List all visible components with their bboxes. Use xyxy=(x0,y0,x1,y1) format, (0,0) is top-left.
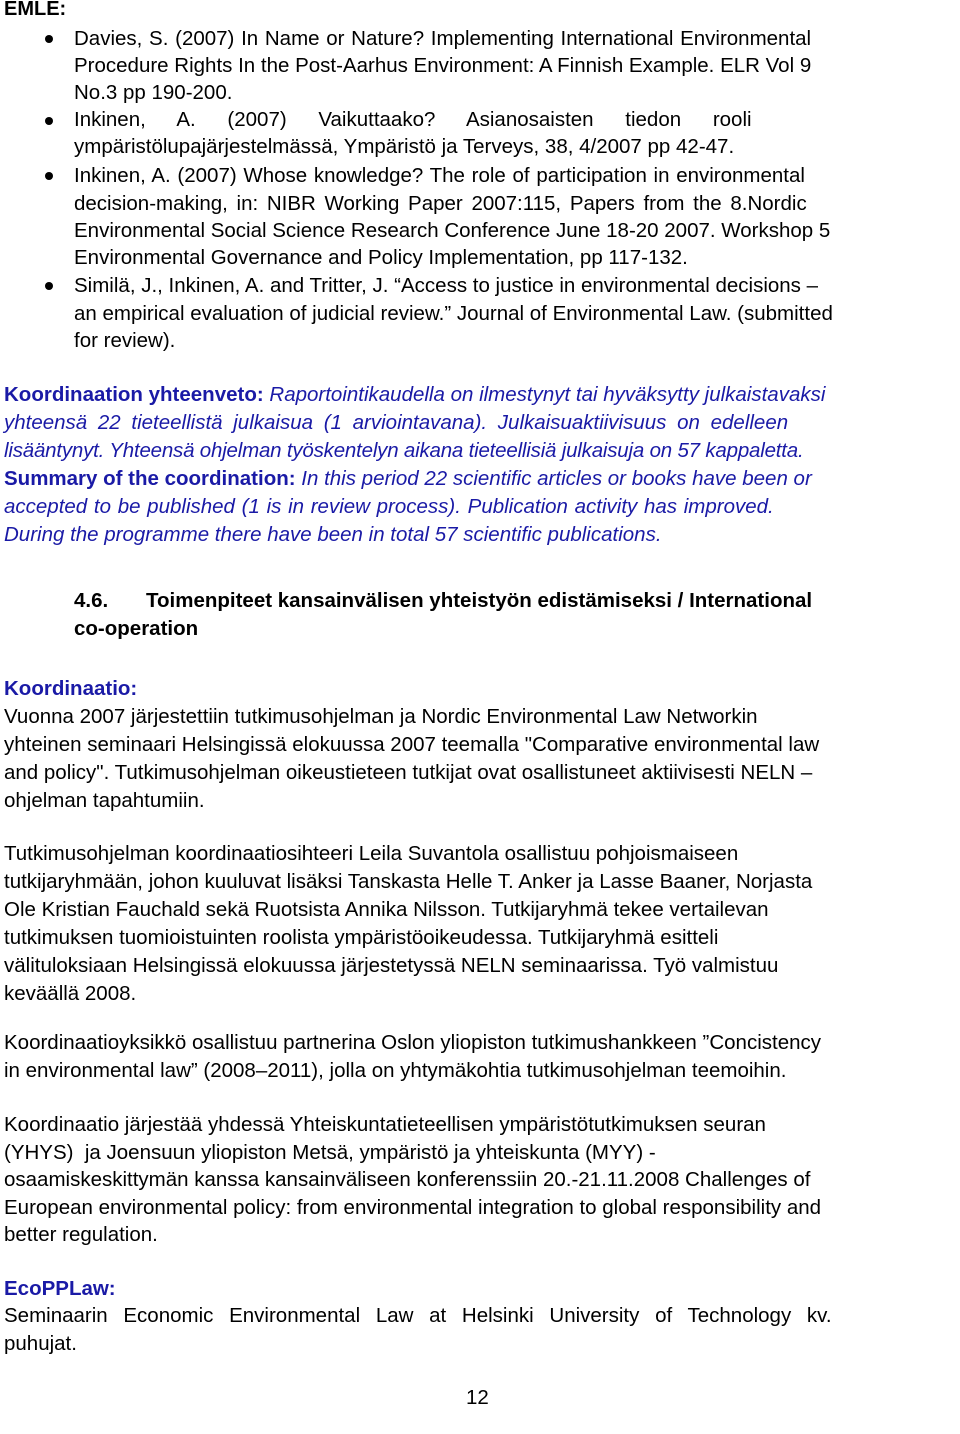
paragraph-line: ohjelman tapahtumiin. xyxy=(4,789,205,812)
bullet-icon xyxy=(45,172,53,180)
reference-line: Environmental Social Science Research Conference June 18-20 2007. Workshop 5 xyxy=(74,219,831,242)
page-number: 12 xyxy=(466,1386,489,1409)
paragraph-line: tutkijaryhmään, johon kuuluvat lisäksi Tanskasta Helle T. Anker ja Lasse Baaner, Norjasta xyxy=(4,870,813,893)
paragraph-line: Koordinaatio järjestää yhdessä Yhteiskuntatieteellisen ympäristötutkimuksen seuran xyxy=(4,1113,766,1136)
summary-fi-line: yhteensä 22 tieteellistä julkaisua (1 arviointavana). Julkaisuaktiivisuus on edelleen xyxy=(4,411,789,434)
paragraph-line: keväällä 2008. xyxy=(4,982,137,1005)
reference-line: for review). xyxy=(74,329,176,352)
paragraph-line: Ole Kristian Fauchald sekä Ruotsista Annika Nilsson. Tutkijaryhmä tekee vertailevan xyxy=(4,898,769,921)
bullet-icon xyxy=(45,282,53,290)
paragraph-line: and policy". Tutkimusohjelman oikeustieteen tutkijat ovat osallistuneet aktiivisesti NELN – xyxy=(4,761,813,784)
ecopplaw-line: puhujat. xyxy=(4,1332,77,1355)
reference-line: Davies, S. (2007) In Name or Nature? Implementing International Environmental xyxy=(74,27,812,50)
summary-en-label: Summary of the coordination: xyxy=(4,467,296,490)
paragraph-line: välituloksiaan Helsingissä elokuussa järjestetyssä NELN seminaarissa. Työ valmistuu xyxy=(4,954,779,977)
section-number: 4.6. xyxy=(74,589,109,612)
summary-fi-line: lisääntynyt. Yhteensä ohjelman työskentelyn aikana tieteellisiä julkaisuja on 57 kappaletta. xyxy=(4,439,804,462)
summary-en-line: accepted to be published (1 is in review process). Publication activity has improved. xyxy=(4,495,774,518)
koordinaatio-heading: Koordinaatio: xyxy=(4,677,138,700)
paragraph-line: European environmental policy: from environmental integration to global responsibility and xyxy=(4,1196,822,1219)
paragraph-line: osaamiskeskittymän kanssa kansainväliseen konferenssiin 20.-21.11.2008 Challenges of xyxy=(4,1168,811,1191)
paragraph-line: Koordinaatioyksikkö osallistuu partnerina Oslon yliopiston tutkimushankkeen ”Concistency xyxy=(4,1031,821,1054)
reference-line: decision-making, in: NIBR Working Paper 2007:115, Papers from the 8.Nordic xyxy=(74,192,807,215)
paragraph-line: Vuonna 2007 järjestettiin tutkimusohjelman ja Nordic Environmental Law Networkin xyxy=(4,705,758,728)
bullet-icon xyxy=(45,117,53,125)
reference-line: Similä, J., Inkinen, A. and Tritter, J. “Access to justice in environmental decisions – xyxy=(74,274,819,297)
paragraph-line: tutkimuksen tuomioistuinten roolista ympäristöoikeudessa. Tutkijaryhmä esitteli xyxy=(4,926,719,949)
summary-fi-label: Koordinaation yhteenveto: xyxy=(4,383,264,406)
reference-line: ympäristölupajärjestelmässä, Ympäristö ja Terveys, 38, 4/2007 pp 42-47. xyxy=(74,135,735,158)
section-title-line: Toimenpiteet kansainvälisen yhteistyön edistämiseksi / International xyxy=(146,589,813,612)
summary-en-line: Summary of the coordination: In this period 22 scientific articles or books have been or xyxy=(4,467,812,490)
ecopplaw-heading: EcoPPLaw: xyxy=(4,1277,116,1300)
section-title-line: co-operation xyxy=(74,617,199,640)
reference-line: No.3 pp 190-200. xyxy=(74,81,233,104)
emle-heading: EMLE: xyxy=(4,0,67,20)
paragraph-line: yhteinen seminaari Helsingissä elokuussa 2007 teemalla "Comparative environmental law xyxy=(4,733,820,756)
summary-fi-line: Koordinaation yhteenveto: Raportointikaudella on ilmestynyt tai hyväksytty julkaistavaksi xyxy=(4,383,826,406)
paragraph-line: (YHYS) ja Joensuun yliopiston Metsä, ympäristö ja yhteiskunta (MYY) - xyxy=(4,1141,656,1164)
reference-line: Inkinen, A. (2007) Vaikuttaako? Asianosaisten tiedon rooli xyxy=(74,108,752,131)
reference-line: Procedure Rights In the Post-Aarhus Environment: A Finnish Example. ELR Vol 9 xyxy=(74,54,812,77)
paragraph-line: in environmental law” (2008–2011), jolla on yhtymäkohtia tutkimusohjelman teemoihin. xyxy=(4,1059,787,1082)
summary-en-line: During the programme there have been in total 57 scientific publications. xyxy=(4,523,662,546)
ecopplaw-line: Seminaarin Economic Environmental Law at Helsinki University of Technology kv. xyxy=(4,1304,832,1327)
paragraph-line: better regulation. xyxy=(4,1223,158,1246)
reference-line: an empirical evaluation of judicial review.” Journal of Environmental Law. (submitted xyxy=(74,302,833,325)
reference-line: Inkinen, A. (2007) Whose knowledge? The role of participation in environmental xyxy=(74,164,805,187)
bullet-icon xyxy=(45,35,53,43)
reference-line: Environmental Governance and Policy Implementation, pp 117-132. xyxy=(74,246,688,269)
paragraph-line: Tutkimusohjelman koordinaatiosihteeri Leila Suvantola osallistuu pohjoismaiseen xyxy=(4,842,739,865)
